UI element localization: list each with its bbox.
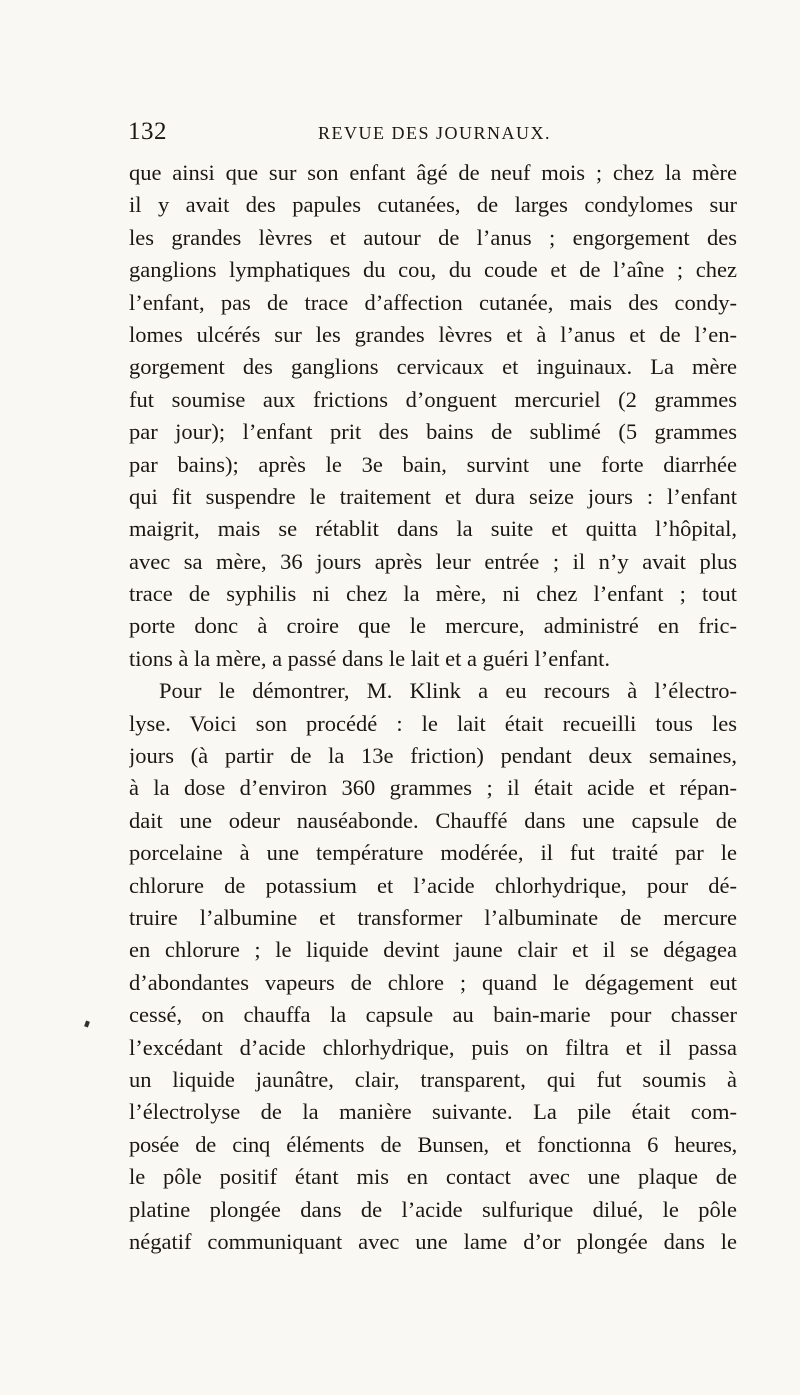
text-line: que ainsi que sur son enfant âgé de neuf mois ; chez la mère	[129, 160, 737, 185]
text-line: d’abondantes vapeurs de chlore ; quand le dégagement eut	[129, 969, 737, 995]
text-line: platine plongée dans de l’acide sulfurique dilué, le pôle	[129, 1196, 737, 1222]
text-line: chlorure de potassium et l’acide chlorhydrique, pour dé-	[129, 872, 737, 898]
running-head: REVUE DES JOURNAUX.	[318, 123, 552, 143]
text-line: les grandes lèvres et autour de l’anus ; engorgement des	[129, 224, 737, 250]
page-header	[128, 118, 736, 152]
text-line: lomes ulcérés sur les grandes lèvres et à l’anus et de l’en-	[129, 321, 737, 347]
text-line: cessé, on chauffa la capsule au bain-marie pour chasser	[129, 1002, 737, 1028]
text-line: en chlorure ; le liquide devint jaune clair et il se dégagea	[129, 937, 737, 963]
text-line: il y avait des papules cutanées, de larges condylomes sur	[129, 192, 737, 218]
text-line: à la dose d’environ 360 grammes ; il était acide et répan-	[129, 775, 737, 801]
text-line: lyse. Voici son procédé : le lait était recueilli tous les	[129, 710, 737, 736]
page-number: 132	[128, 118, 167, 145]
text-line: posée de cinq éléments de Bunsen, et fonctionna 6 heures,	[129, 1131, 737, 1157]
body-text	[129, 157, 737, 1258]
text-line: par bains); après le 3e bain, survint une forte diarrhée	[129, 451, 737, 477]
text-line: truire l’albumine et transformer l’albuminate de mercure	[129, 904, 737, 930]
text-line: le pôle positif étant mis en contact avec une plaque de	[129, 1164, 737, 1190]
text-line: maigrit, mais se rétablit dans la suite et quitta l’hôpital,	[129, 516, 737, 542]
text-line: l’excédant d’acide chlorhydrique, puis on filtra et il passa	[129, 1034, 737, 1060]
text-line: dait une odeur nauséabonde. Chauffé dans une capsule de	[129, 807, 737, 833]
text-line: tions à la mère, a passé dans le lait et a guéri l’enfant.	[129, 645, 611, 671]
text-line: gorgement des ganglions cervicaux et inguinaux. La mère	[129, 354, 737, 380]
text-line: par jour); l’enfant prit des bains de sublimé (5 grammes	[129, 419, 737, 445]
text-line: porcelaine à une température modérée, il fut traité par le	[129, 840, 737, 866]
text-line: Pour le démontrer, M. Klink a eu recours à l’électro-	[159, 678, 737, 704]
text-line: négatif communiquant avec une lame d’or plongée dans le	[129, 1228, 737, 1254]
text-line: qui fit suspendre le traitement et dura seize jours : l’enfant	[129, 483, 737, 509]
ink-speck	[84, 1020, 90, 1027]
text-line: fut soumise aux frictions d’onguent mercuriel (2 grammes	[129, 386, 737, 412]
text-line: ganglions lymphatiques du cou, du coude et de l’aîne ; chez	[129, 257, 737, 283]
text-line: un liquide jaunâtre, clair, transparent, qui fut soumis à	[129, 1066, 737, 1092]
text-line: l’enfant, pas de trace d’affection cutanée, mais des condy-	[129, 289, 737, 315]
text-line: avec sa mère, 36 jours après leur entrée ; il n’y avait plus	[129, 548, 737, 574]
text-line: trace de syphilis ni chez la mère, ni chez l’enfant ; tout	[129, 581, 737, 607]
text-line: porte donc à croire que le mercure, administré en fric-	[129, 613, 737, 639]
text-line: l’électrolyse de la manière suivante. La pile était com-	[129, 1099, 737, 1125]
text-line: jours (à partir de la 13e friction) pendant deux semaines,	[129, 743, 737, 769]
